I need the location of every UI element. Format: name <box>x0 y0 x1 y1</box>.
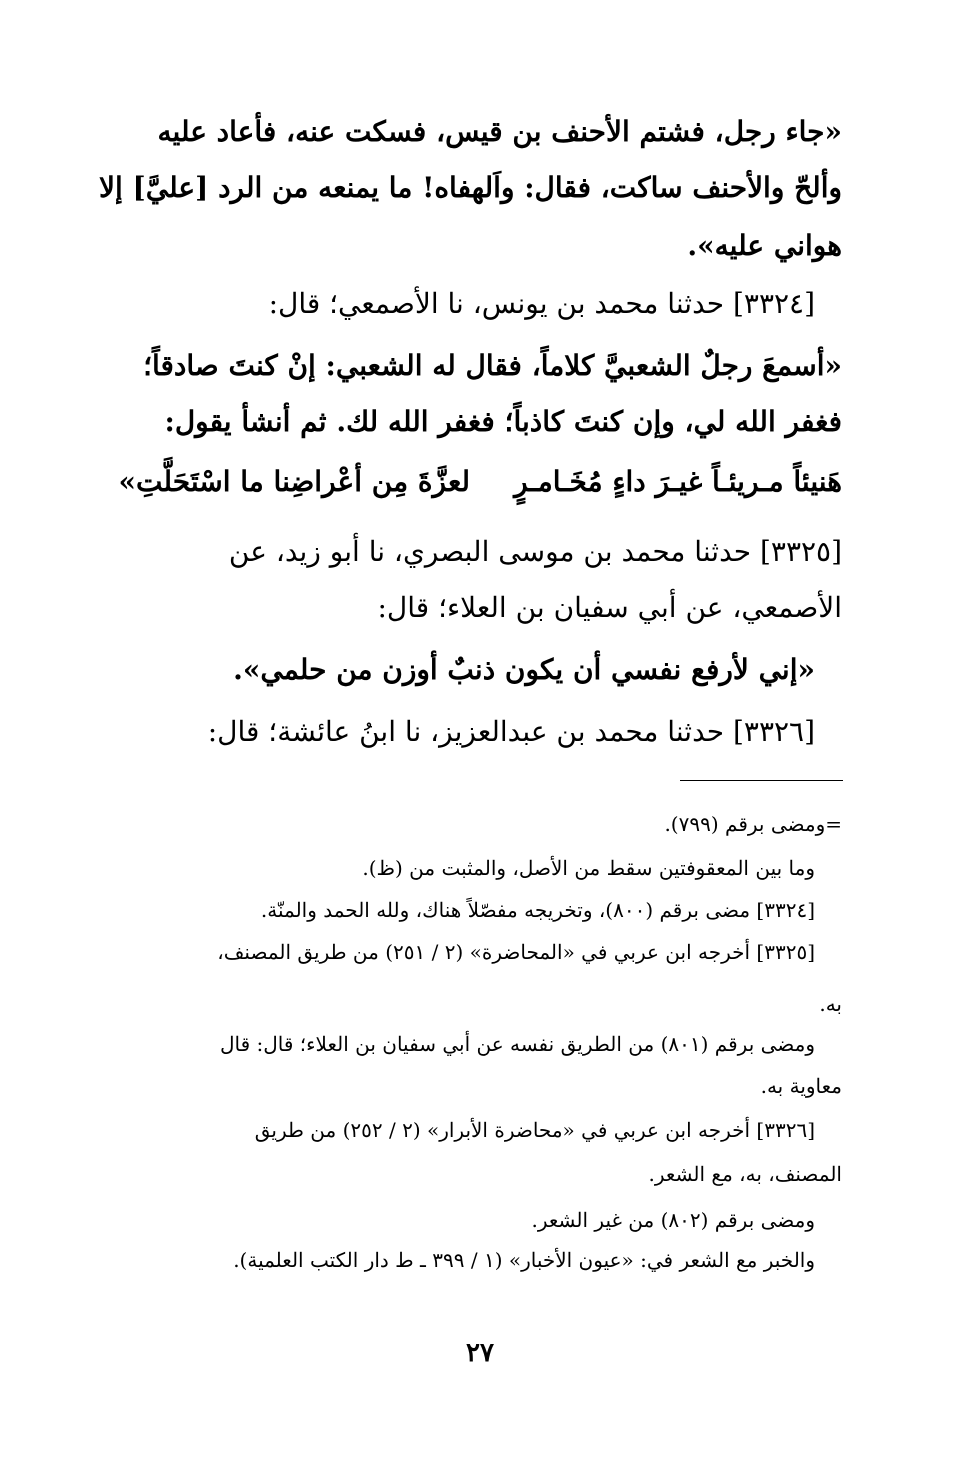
hadith-3326-isnad: [٣٣٢٦] حدثنا محمد بن عبدالعزيز، نا ابنُ عائشة؛ قال: <box>207 715 815 748</box>
footnote-line-11: والخبر مع الشعر في: «عيون الأخبار» (١ / ٣٩٩ ـ ط دار الكتب العلمية). <box>233 1248 815 1272</box>
text-line-8: الأصمعي، عن أبي سفيان بن العلاء؛ قال: <box>377 591 842 624</box>
page-number: ٢٧ <box>466 1338 494 1368</box>
hadith-3324-isnad: [٣٣٢٤] حدثنا محمد بن يونس، نا الأصمعي؛ قال: <box>268 287 815 320</box>
text-line-1: «جاء رجل، فشتم الأحنف بن قيس، فسكت عنه، فأعاد عليه <box>157 115 842 148</box>
footnote-line-2: وما بين المعقوفتين سقط من الأصل، والمثبت من (ظ). <box>362 856 815 880</box>
text-line-9: «إني لأرفع نفسي أن يكون ذنبٌ أوزن من حلمي». <box>233 653 815 686</box>
footnote-line-9: المصنف، به، مع الشعر. <box>648 1162 842 1186</box>
verse-first-hemistich: هَنيئاً مـريئـاً غيـرَ داءٍ مُخَـامـرٍ <box>514 465 842 498</box>
footnote-line-5: به. <box>819 992 842 1016</box>
text-line-6: فغفر الله لي، وإن كنتَ كاذباً؛ فغفر الله لك. ثم أنشأ يقول: <box>164 405 842 438</box>
footnote-line-7: معاوية به. <box>760 1074 842 1098</box>
text-line-2: وألحّ والأحنف ساكت، فقال: واَلهفاه! ما يمنعه من الرد [عليَّ] إلا <box>99 171 842 204</box>
footnote-line-6: ومضى برقم (٨٠١) من الطريق نفسه عن أبي سفيان بن العلاء؛ قال: قال <box>219 1032 815 1056</box>
text-line-5: «أسمعَ رجلٌ الشعبيَّ كلاماً، فقال له الشعبي: إنْ كنتَ صادقاً؛ <box>143 349 842 382</box>
footnote-line-10: ومضى برقم (٨٠٢) من غير الشعر. <box>531 1208 815 1232</box>
hadith-3325-isnad: [٣٣٢٥] حدثنا محمد بن موسى البصري، نا أبو زيد، عن <box>228 535 842 568</box>
text-line-3: هواني عليه». <box>687 229 842 262</box>
verse-second-hemistich: لعزَّةَ مِن أعْراضِنا ما اسْتَحَلَّتِ» <box>118 465 470 498</box>
footnote-line-1: =ومضى برقم (٧٩٩). <box>664 812 842 836</box>
footnote-separator <box>680 780 843 781</box>
footnote-3325: [٣٣٢٥] أخرجه ابن عربي في «المحاضرة» (٢ / ٢٥١) من طريق المصنف، <box>217 940 815 964</box>
footnote-3324: [٣٣٢٤] مضى برقم (٨٠٠)، وتخريجه مفصّلاً هناك، ولله الحمد والمنّة. <box>260 898 815 922</box>
footnote-3326: [٣٣٢٦] أخرجه ابن عربي في «محاضرة الأبرار» (٢ / ٢٥٢) من طريق <box>254 1118 815 1142</box>
